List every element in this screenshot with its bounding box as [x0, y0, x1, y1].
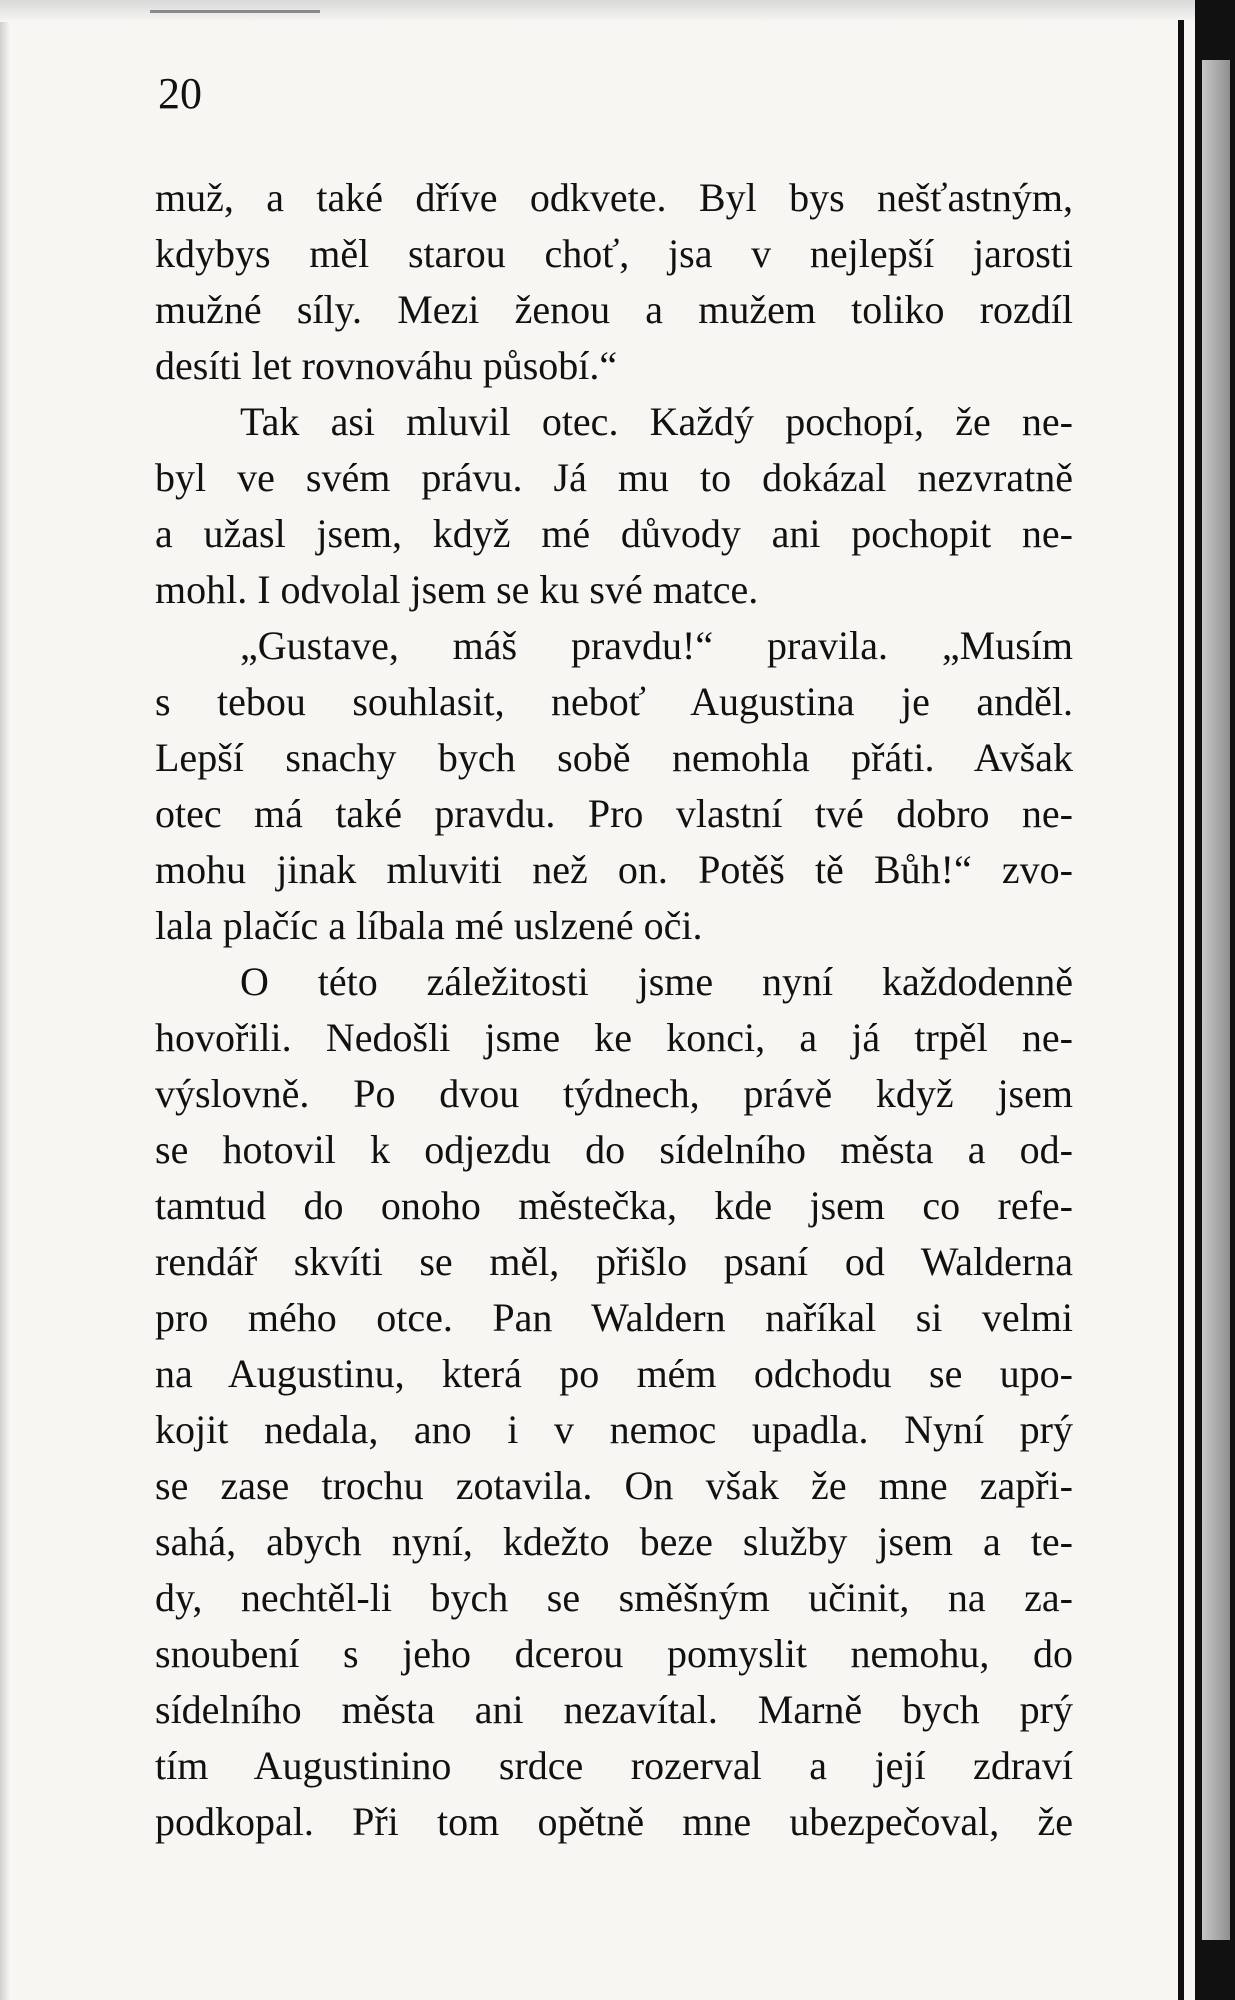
text-line: mužné síly. Mezi ženou a mužem toliko rozdíl — [155, 287, 1073, 332]
text-line: Lepší snachy bych sobě nemohla přáti. Avšak — [155, 735, 1073, 780]
text-line: muž, a také dříve odkvete. Byl bys nešťastným, — [155, 175, 1073, 220]
text-line: lala plačíc a líbala mé uslzené oči. — [155, 903, 703, 948]
text-line: mohl. I odvolal jsem se ku své matce. — [155, 567, 759, 612]
text-line: výslovně. Po dvou týdnech, právě když jsem — [155, 1071, 1073, 1116]
body-text — [155, 170, 1073, 1850]
text-line: dy, nechtěl-li bych se směšným učinit, na za- — [155, 1575, 1073, 1620]
text-line: sídelního města ani nezavítal. Marně bych prý — [155, 1687, 1073, 1732]
text-line: O této záležitosti jsme nyní každodenně — [240, 959, 1073, 1004]
text-line: otec má také pravdu. Pro vlastní tvé dobro ne- — [155, 791, 1073, 836]
text-line: s tebou souhlasit, neboť Augustina je anděl. — [155, 679, 1073, 724]
text-line: tím Augustinino srdce rozerval a její zdraví — [155, 1743, 1073, 1788]
page-right-border — [1178, 20, 1184, 2000]
text-line: mohu jinak mluviti než on. Potěš tě Bůh!“ zvo- — [155, 847, 1073, 892]
page-left-edge-shadow — [0, 0, 10, 2000]
text-line: podkopal. Při tom opětně mne ubezpečoval, že — [155, 1799, 1073, 1844]
text-line: se zase trochu zotavila. On však že mne zapři- — [155, 1463, 1073, 1508]
text-line: snoubení s jeho dcerou pomyslit nemohu, do — [155, 1631, 1073, 1676]
text-line: desíti let rovnováhu působí.“ — [155, 343, 618, 388]
text-line: byl ve svém právu. Já mu to dokázal nezvratně — [155, 455, 1073, 500]
page-number: 20 — [158, 69, 202, 118]
top-scan-mark — [150, 10, 320, 13]
next-page-edge — [1202, 60, 1230, 1940]
text-line: pro mého otce. Pan Waldern naříkal si velmi — [155, 1295, 1073, 1340]
text-line: „Gustave, máš pravdu!“ pravila. „Musím — [240, 623, 1073, 668]
text-line: tamtud do onoho městečka, kde jsem co refe- — [155, 1183, 1073, 1228]
text-line: rendář skvíti se měl, přišlo psaní od Walderna — [155, 1239, 1073, 1284]
text-line: hovořili. Nedošli jsme ke konci, a já trpěl ne- — [155, 1015, 1073, 1060]
text-line: Tak asi mluvil otec. Každý pochopí, že ne- — [240, 399, 1073, 444]
text-line: se hotovil k odjezdu do sídelního města a od- — [155, 1127, 1073, 1172]
text-line: na Augustinu, která po mém odchodu se upo- — [155, 1351, 1073, 1396]
text-line: sahá, abych nyní, kdežto beze služby jsem a te- — [155, 1519, 1073, 1564]
text-line: a užasl jsem, když mé důvody ani pochopit ne- — [155, 511, 1073, 556]
text-line: kdybys měl starou choť, jsa v nejlepší jarosti — [155, 231, 1073, 276]
text-line: kojit nedala, ano i v nemoc upadla. Nyní prý — [155, 1407, 1073, 1452]
